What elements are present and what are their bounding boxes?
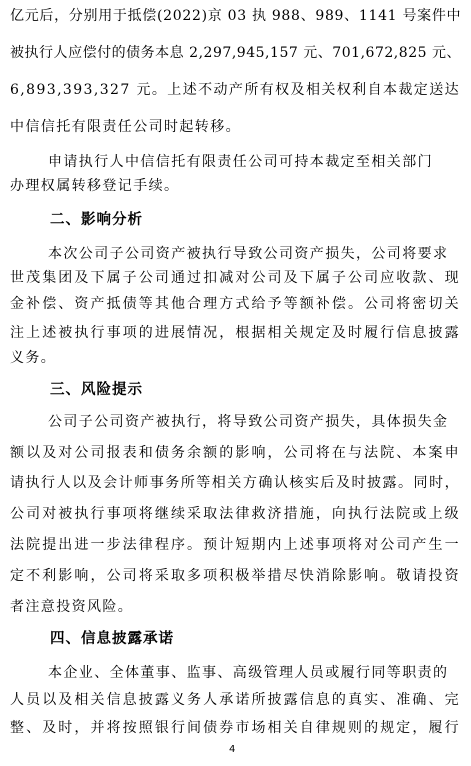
body-text-line: 者注意投资风险。 — [10, 599, 134, 615]
body-text-line: 本次公司子公司资产被执行导致公司资产损失，公司将要求 — [48, 246, 449, 262]
page-number: 4 — [229, 744, 236, 755]
body-text-line: 定不利影响，公司将采取多项积极举措尽快消除影响。敬请投资 — [10, 568, 460, 584]
body-text-line: 公司子公司资产被执行，将导致公司资产损失，具体损失金 — [48, 414, 449, 430]
section-heading: 四、信息披露承诺 — [50, 631, 174, 647]
body-text-line: 6,893,393,327 元。上述不动产所有权及相关权利自本裁定送达 — [10, 82, 460, 98]
body-text-line: 注上述被执行事项的进展情况，根据相关规定及时履行信息披露 — [10, 325, 460, 341]
body-text-line: 整、及时，并将按照银行间债券市场相关自律规则的规定，履行 — [10, 720, 460, 736]
body-text-line: 中信信托有限责任公司时起转移。 — [10, 119, 241, 135]
body-text-line: 申请执行人中信信托有限责任公司可持本裁定至相关部门 — [48, 154, 433, 170]
body-text-line: 公司对被执行事项将继续采取法律救济措施，向执行法院或上级 — [10, 506, 460, 522]
body-text-line: 办理权属转移登记手续。 — [10, 178, 180, 194]
body-text-line: 世茂集团及下属子公司通过扣减对公司及下属子公司应收款、现 — [10, 270, 460, 286]
section-heading: 三、风险提示 — [50, 382, 143, 398]
body-text-line: 人员以及相关信息披露义务人承诺所披露信息的真实、准确、完 — [10, 692, 460, 708]
body-text-line: 额以及对公司报表和债务余额的影响，公司将在与法院、本案申 — [10, 445, 460, 461]
section-heading: 二、影响分析 — [50, 212, 143, 228]
body-text-line: 请执行人以及会计师事务所等相关方确认核实后及时披露。同时， — [10, 475, 460, 491]
body-text-line: 被执行人应偿付的债务本息 2,297,945,157 元、701,672,825 元、 — [10, 45, 462, 61]
body-text-line: 法院提出进一步法律程序。预计短期内上述事项将对公司产生一 — [10, 537, 460, 553]
body-text-line: 亿元后，分别用于抵偿(2022)京 03 执 988、989、1141 号案件中 — [10, 8, 462, 24]
body-text-line: 本企业、全体董事、监事、高级管理人员或履行同等职责的 — [48, 665, 449, 681]
body-text-line: 金补偿、资产抵债等其他合理方式给予等额补偿。公司将密切关 — [10, 296, 460, 312]
body-text-line: 义务。 — [10, 350, 57, 366]
